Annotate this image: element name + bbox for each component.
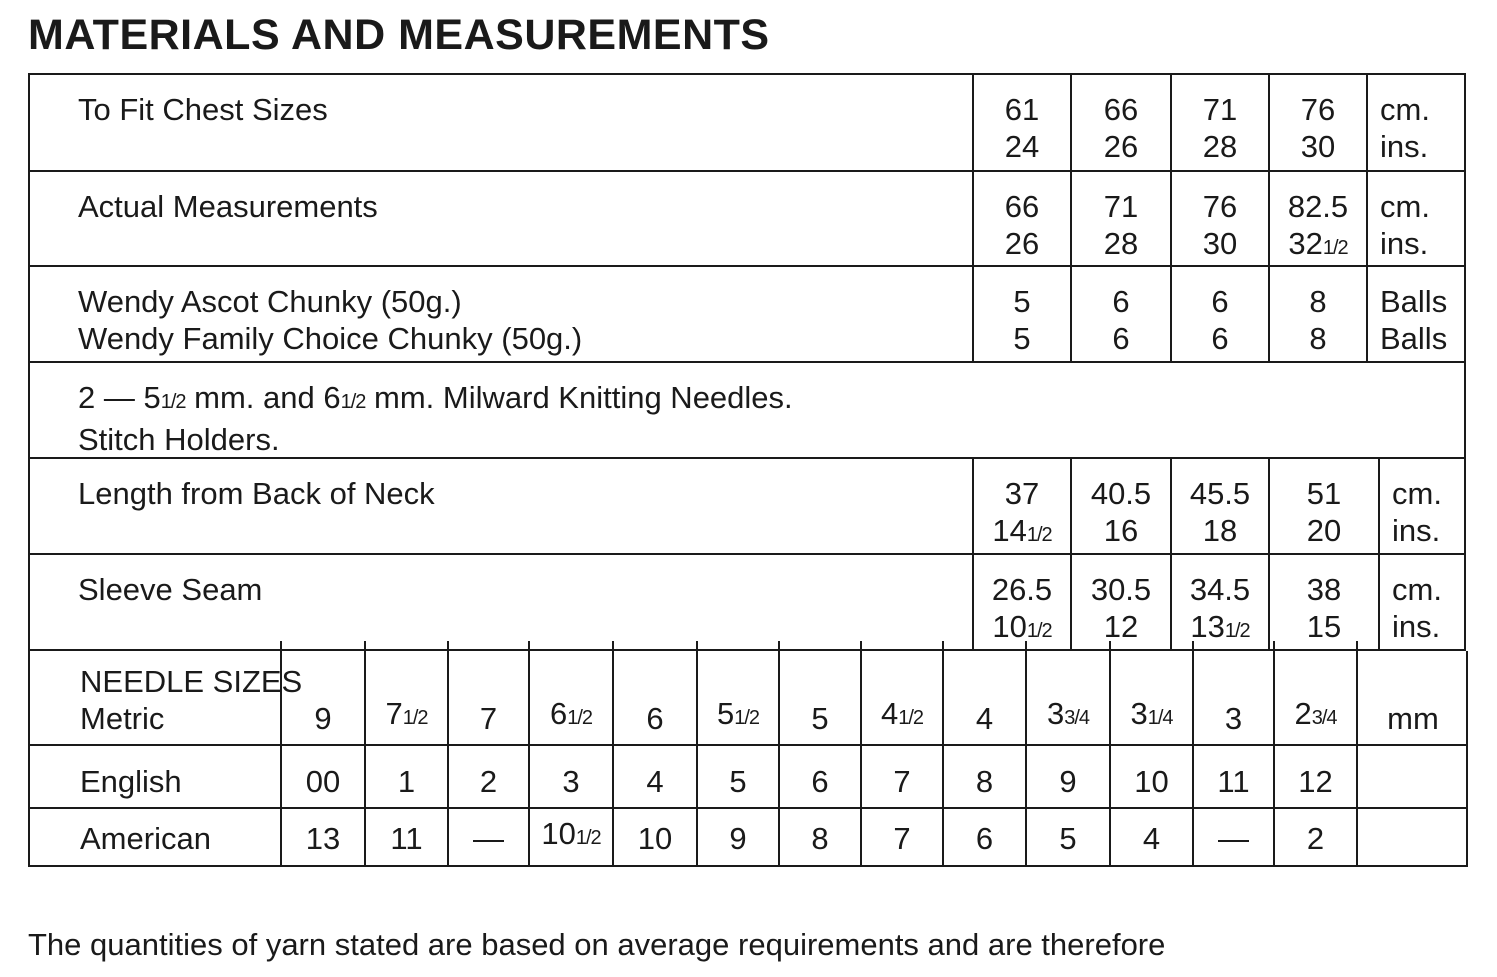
needle-size-value: 00 (305, 764, 341, 799)
needle-size-value: 41/2 (880, 696, 924, 731)
cell-value: 30.5 (1090, 572, 1152, 607)
value-cell (1070, 459, 1170, 553)
row-divider (30, 807, 1466, 809)
value-cell (1070, 172, 1170, 265)
needle-size-cell (1273, 641, 1356, 745)
cell-value: 26.5 (991, 572, 1053, 607)
needle-size-value: 8 (975, 764, 994, 799)
needle-size-value: 12 (1298, 764, 1333, 799)
cell-value: 24 (1004, 129, 1040, 164)
cell-value: 61 (1004, 92, 1040, 127)
needle-size-cell (1025, 641, 1109, 745)
value-cell (1070, 267, 1170, 361)
cell-value: 66 (1103, 92, 1139, 127)
needle-size-cell (942, 745, 1025, 808)
cell-value: 76 (1300, 92, 1336, 127)
cell-value: 101/2 (992, 609, 1052, 644)
row-label-line: Actual Measurements (78, 189, 378, 224)
measurements-table (28, 73, 1466, 651)
needle-size-cell (942, 808, 1025, 865)
cell-value: 6 (1211, 284, 1229, 319)
needle-size-cell (364, 641, 447, 745)
needle-row-metric (30, 651, 1466, 745)
needle-size-value: 5 (1059, 821, 1077, 856)
cell-value: 82.5 (1287, 189, 1349, 224)
needle-size-cell (612, 745, 696, 808)
table-row (30, 267, 1464, 363)
unit-cell (1366, 267, 1464, 361)
needle-size-cell (1109, 641, 1192, 745)
needle-size-cell (447, 641, 528, 745)
cell-value: cm. (1380, 189, 1430, 224)
row-label (78, 283, 582, 357)
needle-size-cell (528, 808, 612, 865)
needle-size-value: 13 (305, 821, 341, 856)
cell-value: 131/2 (1190, 609, 1250, 644)
needle-size-value: 1 (397, 764, 416, 799)
needle-size-cell (1192, 808, 1273, 865)
cell-value: 38 (1306, 572, 1342, 607)
value-cell (972, 267, 1070, 361)
needle-size-value: 3 (562, 764, 580, 799)
row-label (78, 379, 793, 458)
cell-value: 28 (1103, 226, 1139, 261)
needle-sizes-table (28, 651, 1468, 867)
needle-size-value: 6 (646, 701, 664, 736)
cell-value: 5 (1013, 321, 1031, 356)
needle-size-value: 33/4 (1046, 696, 1090, 731)
needle-size-cell (1192, 641, 1273, 745)
needle-size-value: 31/4 (1130, 696, 1173, 731)
row-label (78, 91, 328, 128)
cell-value: ins. (1380, 129, 1429, 164)
needle-size-cell (1192, 745, 1273, 808)
cell-value: 8 (1309, 284, 1327, 319)
row-label-line: Wendy Ascot Chunky (50g.) (78, 284, 462, 319)
needle-size-cell (612, 641, 696, 745)
cell-value: 66 (1004, 189, 1040, 224)
cell-value: 15 (1306, 609, 1342, 644)
needle-size-cell (942, 641, 1025, 745)
needle-size-value: 9 (729, 821, 747, 856)
needle-size-value: 5 (811, 701, 829, 736)
needle-size-value: 3 (1224, 701, 1243, 736)
needle-size-value: 7 (893, 821, 911, 856)
unit-cell (1366, 172, 1464, 265)
needle-unit-cell (1356, 641, 1468, 745)
row-label (78, 475, 435, 512)
needle-size-value: 4 (1142, 821, 1161, 856)
cell-value: 30 (1300, 129, 1336, 164)
needle-size-cell (696, 808, 778, 865)
value-cell (972, 172, 1070, 265)
cell-value: 76 (1202, 189, 1238, 224)
value-cell (1170, 555, 1268, 651)
row-label (78, 188, 378, 225)
cell-value: 6 (1112, 321, 1130, 356)
needle-size-cell (280, 745, 364, 808)
table-row (30, 172, 1464, 267)
value-cell (972, 555, 1070, 651)
needle-size-cell (364, 745, 447, 808)
needle-size-value: 101/2 (541, 816, 601, 851)
needle-row-label: American (80, 821, 211, 856)
value-cell (1170, 172, 1268, 265)
cell-value: 71 (1202, 92, 1238, 127)
needle-sizes-heading: NEEDLE SIZES (80, 664, 303, 699)
needle-size-value: 2 (479, 764, 498, 799)
needle-size-cell (528, 745, 612, 808)
cell-value: 30 (1202, 226, 1238, 261)
needle-size-value: 6 (811, 764, 829, 799)
value-cell (1170, 267, 1268, 361)
needle-row-american (30, 808, 1466, 865)
table-row (30, 75, 1464, 172)
needle-size-cell (1109, 808, 1192, 865)
value-cell (1268, 459, 1378, 553)
row-label-line: 2 — 51/2 mm. and 61/2 mm. Milward Knitting Needles. (78, 380, 793, 415)
cell-value: ins. (1392, 609, 1441, 644)
row-label (78, 571, 262, 608)
cell-value: 18 (1202, 513, 1238, 548)
value-cell (1268, 75, 1366, 170)
cell-value: 20 (1306, 513, 1342, 548)
value-cell (972, 75, 1070, 170)
unit-cell (1366, 75, 1464, 170)
needle-size-cell (528, 641, 612, 745)
needle-size-value: 7 (479, 701, 498, 736)
unit-cell (1378, 459, 1464, 553)
needle-size-value: 7 (893, 764, 911, 799)
needle-size-cell (1025, 745, 1109, 808)
needle-size-value: 11 (390, 821, 423, 856)
needle-size-value: 9 (1059, 764, 1077, 799)
needle-size-cell (860, 745, 942, 808)
cell-value: Balls (1380, 321, 1448, 356)
needle-size-cell (696, 745, 778, 808)
value-cell (1170, 459, 1268, 553)
page-title: MATERIALS AND MEASUREMENTS (28, 11, 770, 59)
needle-size-value: 61/2 (549, 696, 593, 731)
cell-value: 6 (1112, 284, 1130, 319)
needle-size-value: 9 (314, 701, 332, 736)
row-label-line: Wendy Family Choice Chunky (50g.) (78, 321, 583, 356)
unit-cell (1378, 555, 1464, 651)
row-label-line: To Fit Chest Sizes (78, 92, 328, 127)
needle-size-cell (1109, 745, 1192, 808)
needle-size-value: 4 (975, 701, 994, 736)
needle-size-cell (778, 808, 860, 865)
cell-value: cm. (1392, 572, 1442, 607)
needle-size-value: 10 (637, 821, 673, 856)
needle-row-label: English (80, 764, 182, 799)
cell-value: Balls (1380, 284, 1448, 319)
value-cell (1268, 172, 1366, 265)
needle-size-cell (280, 641, 364, 745)
needle-size-value: 8 (811, 821, 829, 856)
needle-size-value: mm (1387, 701, 1439, 736)
row-label-line: Stitch Holders. (78, 422, 280, 457)
table-row (30, 555, 1464, 651)
value-cell (1170, 75, 1268, 170)
row-label-line: Sleeve Seam (78, 572, 263, 607)
table-row (30, 459, 1464, 555)
needle-size-cell (860, 808, 942, 865)
needle-size-value: 5 (729, 764, 747, 799)
needle-size-cell (612, 808, 696, 865)
cell-value: 34.5 (1189, 572, 1251, 607)
needle-size-cell (364, 808, 447, 865)
needle-size-value: 6 (975, 821, 994, 856)
cell-value: ins. (1380, 226, 1429, 261)
cell-value: 45.5 (1189, 476, 1251, 511)
needle-size-cell (1273, 808, 1356, 865)
cell-value: ins. (1392, 513, 1441, 548)
value-cell (972, 459, 1070, 553)
value-cell (1268, 267, 1366, 361)
needle-size-cell (280, 808, 364, 865)
footer-note: The quantities of yarn stated are based on average requirements and are therefore (28, 927, 1166, 962)
cell-value: 16 (1103, 513, 1139, 548)
needle-size-cell (778, 745, 860, 808)
cell-value: 26 (1004, 226, 1040, 261)
needle-size-value: 71/2 (385, 696, 428, 731)
needle-size-value: 4 (646, 764, 664, 799)
row-label-line: Length from Back of Neck (78, 476, 435, 511)
value-cell (1268, 555, 1378, 651)
cell-value: 40.5 (1090, 476, 1152, 511)
cell-value: cm. (1392, 476, 1442, 511)
cell-value: 141/2 (992, 513, 1052, 548)
table-row (30, 363, 1464, 459)
cell-value: 8 (1309, 321, 1327, 356)
needle-size-cell (778, 641, 860, 745)
cell-value: 12 (1103, 609, 1139, 644)
needle-size-value: 2 (1306, 821, 1325, 856)
cell-value: 5 (1013, 284, 1031, 319)
needle-size-value: 23/4 (1294, 696, 1337, 731)
needle-size-cell (447, 745, 528, 808)
needle-size-cell (1025, 808, 1109, 865)
cell-value: 51 (1306, 476, 1342, 511)
needle-row-label: Metric (80, 701, 165, 736)
needle-size-cell (696, 641, 778, 745)
cell-value: 37 (1004, 476, 1040, 511)
cell-value: 71 (1103, 189, 1139, 224)
needle-size-value: — (473, 821, 504, 856)
cell-value: 321/2 (1288, 226, 1348, 261)
needle-size-cell (1273, 745, 1356, 808)
row-divider (30, 744, 1466, 746)
value-cell (1070, 75, 1170, 170)
needle-size-value: 10 (1134, 764, 1169, 799)
needle-size-value: 51/2 (716, 696, 760, 731)
needle-size-cell (860, 641, 942, 745)
needle-size-cell (447, 808, 528, 865)
needle-unit-cell (1356, 808, 1468, 865)
cell-value: cm. (1380, 92, 1430, 127)
cell-value: 28 (1202, 129, 1238, 164)
needle-row-english (30, 745, 1466, 808)
needle-size-value: — (1218, 821, 1249, 856)
needle-unit-cell (1356, 745, 1468, 808)
cell-value: 6 (1211, 321, 1229, 356)
value-cell (1070, 555, 1170, 651)
cell-value: 26 (1103, 129, 1139, 164)
needle-size-value: 11 (1217, 764, 1250, 799)
